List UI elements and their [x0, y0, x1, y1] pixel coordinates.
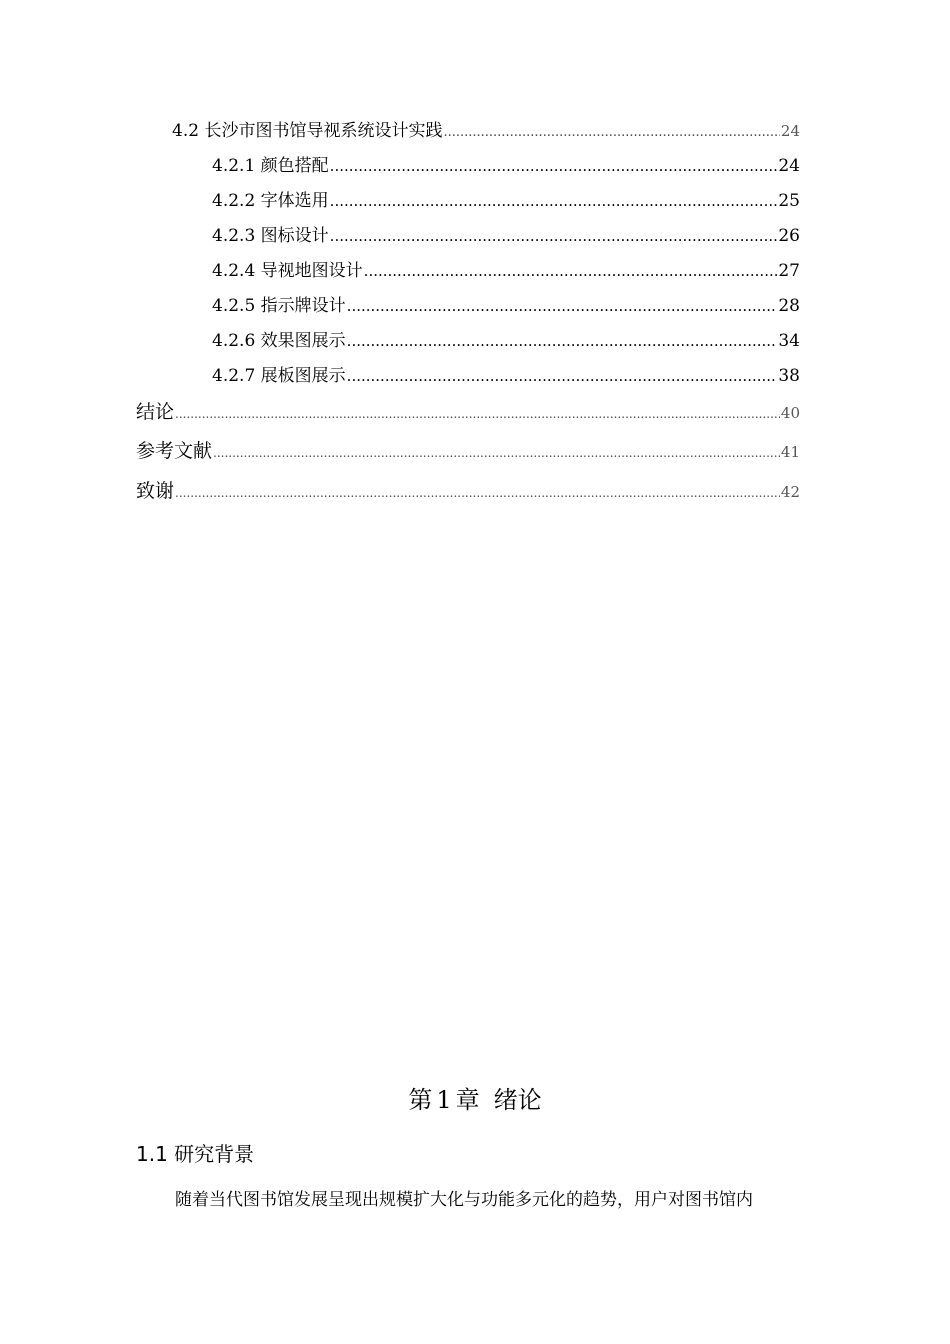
toc-entry-label: 4.2.7 展板图展示	[212, 366, 346, 386]
chapter-prefix: 第	[408, 1086, 433, 1114]
toc-entry-label: 结论	[136, 401, 175, 423]
toc-dot-leader	[330, 192, 778, 210]
toc-entry-page: 38	[778, 366, 800, 386]
toc-entry-label: 致谢	[136, 480, 175, 502]
toc-entry-label: 4.2.1 颜色搭配	[212, 156, 329, 176]
section-heading: 1.1 研究背景	[136, 1142, 255, 1166]
toc-entry-4-2-3[interactable]	[212, 221, 800, 246]
toc-entry-page: 41	[780, 443, 800, 461]
toc-dot-leader	[347, 367, 778, 385]
chapter-title-text: 绪论	[493, 1086, 542, 1114]
toc-dot-leader	[330, 227, 778, 245]
toc-entry-label: 参考文献	[136, 440, 213, 462]
toc-entry-4-2-6[interactable]	[212, 326, 800, 351]
toc-dot-leader	[175, 486, 780, 500]
toc-dot-leader	[347, 297, 778, 315]
toc-entry-4-2-4[interactable]	[212, 256, 800, 281]
toc-entry-conclusion[interactable]	[136, 397, 800, 424]
toc-entry-page: 34	[778, 331, 800, 351]
toc-entry-page: 42	[780, 483, 800, 501]
toc-dot-leader	[347, 332, 778, 350]
toc-entry-4-2-5[interactable]	[212, 291, 800, 316]
toc-entry-label: 4.2 长沙市图书馆导视系统设计实践	[172, 121, 443, 141]
toc-entry-label: 4.2.5 指示牌设计	[212, 296, 346, 316]
toc-entry-acknowledgements[interactable]	[136, 476, 800, 503]
toc-entry-page: 24	[780, 122, 800, 140]
toc-entry-references[interactable]	[136, 436, 800, 463]
chapter-number: 1	[436, 1086, 452, 1114]
toc-entry-page: 40	[780, 404, 800, 422]
toc-entry-label: 4.2.4 导视地图设计	[212, 261, 363, 281]
toc-entry-page: 27	[778, 261, 800, 281]
toc-entry-page: 25	[778, 191, 800, 211]
toc-dot-leader	[330, 157, 778, 175]
toc-entry-4-2-7[interactable]	[212, 361, 800, 386]
body-paragraph: 随着当代图书馆发展呈现出规模扩大化与功能多元化的趋势，用户对图书馆内	[175, 1190, 753, 1210]
toc-dot-leader	[443, 125, 779, 140]
chapter-suffix: 章	[455, 1086, 480, 1114]
toc-entry-4-2-1[interactable]	[212, 151, 800, 176]
toc-entry-label: 4.2.3 图标设计	[212, 226, 329, 246]
chapter-heading	[0, 1080, 950, 1115]
toc-entry-4-2[interactable]	[172, 116, 800, 141]
toc-entry-label: 4.2.6 效果图展示	[212, 331, 346, 351]
toc-entry-page: 28	[778, 296, 800, 316]
toc-dot-leader	[213, 446, 780, 460]
toc-dot-leader	[364, 262, 778, 280]
toc-entry-page: 24	[778, 156, 800, 176]
toc-dot-leader	[175, 407, 780, 421]
toc-entry-page: 26	[778, 226, 800, 246]
toc-entry-4-2-2[interactable]	[212, 186, 800, 211]
toc-entry-label: 4.2.2 字体选用	[212, 191, 329, 211]
